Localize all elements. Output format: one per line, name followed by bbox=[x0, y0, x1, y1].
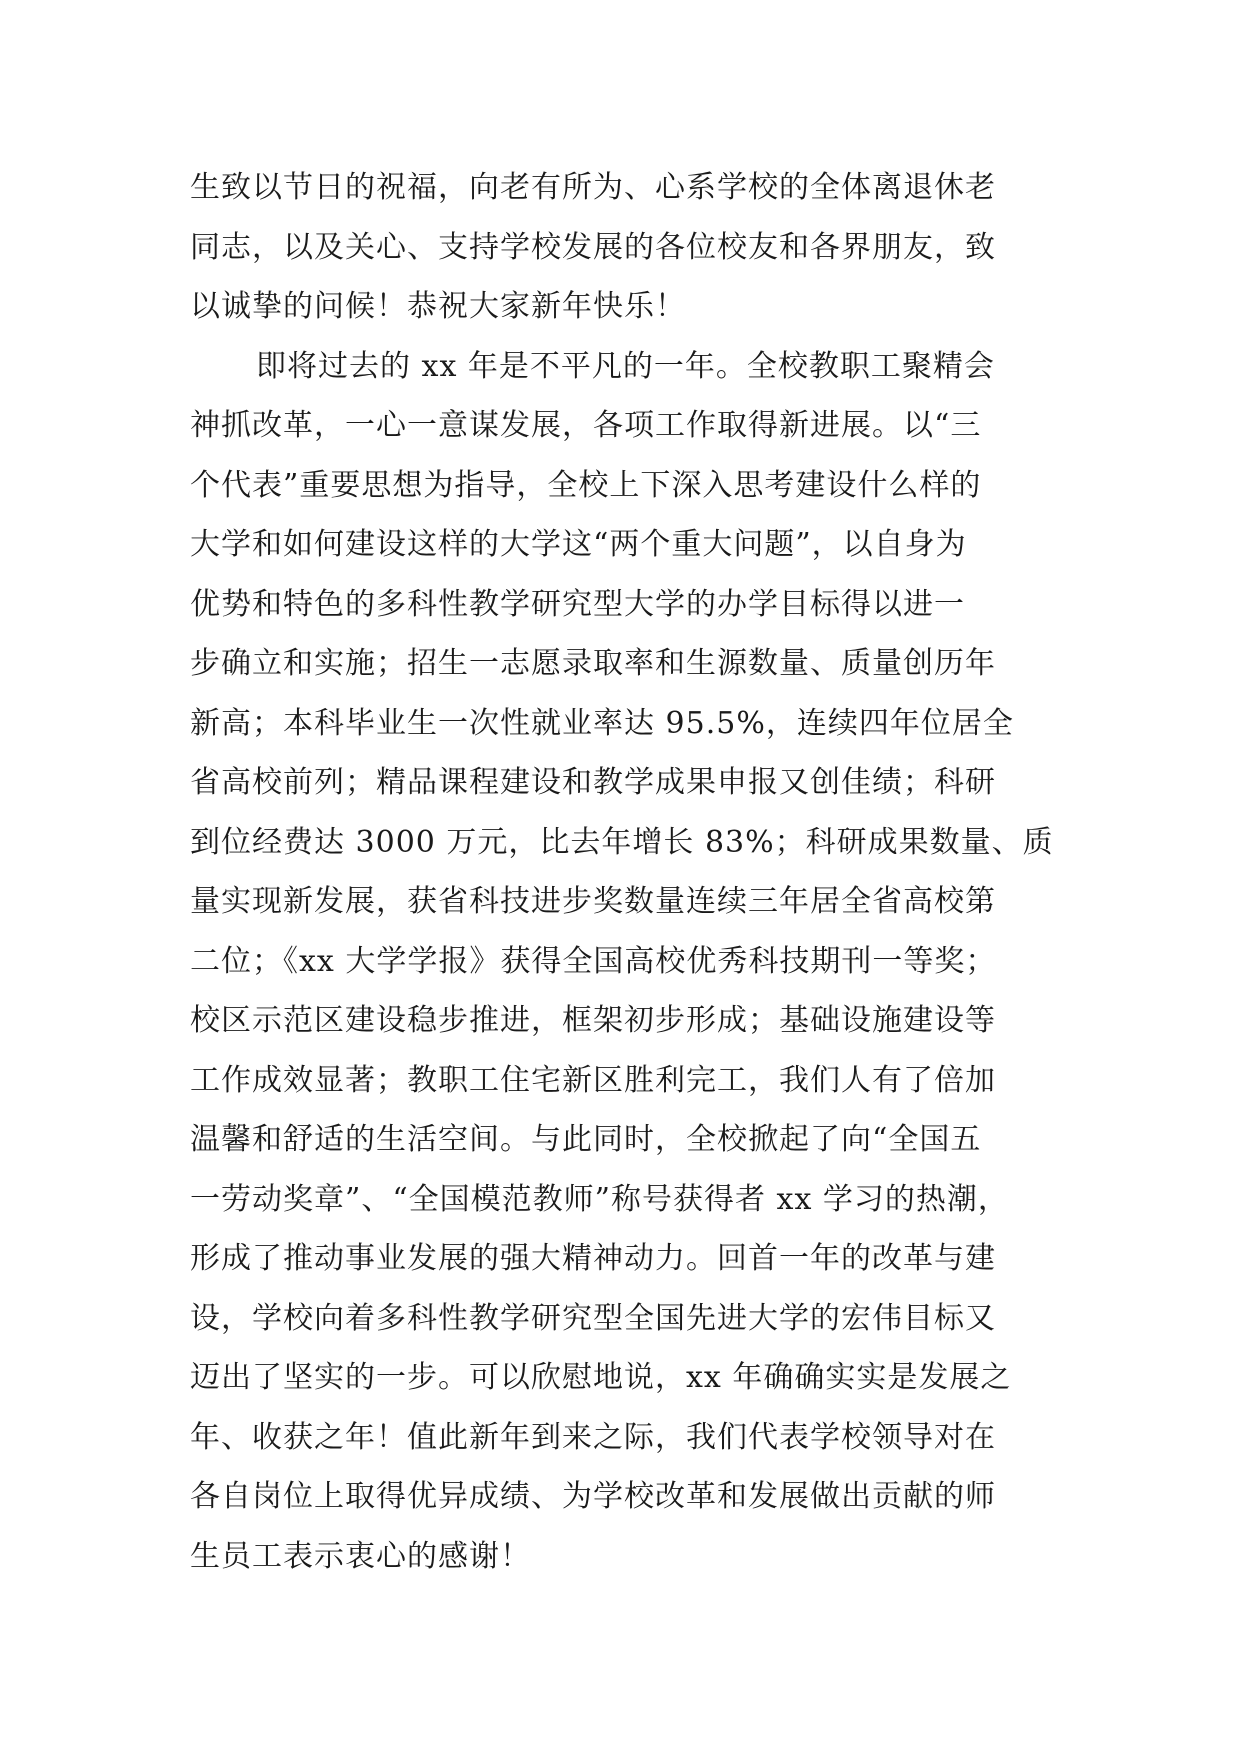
paragraph-2-line-9: 到位经费达 3000 万元，比去年增长 83%；科研成果数量、质 bbox=[190, 824, 1054, 860]
paragraph-2-line-18: 迈出了坚实的一步。可以欣慰地说，xx 年确确实实是发展之 bbox=[190, 1360, 1012, 1395]
paragraph-2-line-21: 生员工表示衷心的感谢！ bbox=[190, 1538, 531, 1574]
paragraph-2-line-10: 量实现新发展，获省科技进步奖数量连续三年居全省高校第 bbox=[190, 884, 996, 919]
paragraph-2-line-16: 形成了推动事业发展的强大精神动力。回首一年的改革与建 bbox=[190, 1241, 996, 1276]
paragraph-2-line-7: 新高；本科毕业生一次性就业率达 95.5%，连续四年位居全 bbox=[190, 705, 1014, 741]
paragraph-2-line-19: 年、收获之年！值此新年到来之际，我们代表学校领导对在 bbox=[190, 1419, 996, 1455]
paragraph-2-line-12: 校区示范区建设稳步推进，框架初步形成；基础设施建设等 bbox=[190, 1003, 996, 1038]
paragraph-1-line-2: 同志，以及关心、支持学校发展的各位校友和各界朋友，致 bbox=[190, 229, 996, 265]
paragraph-2-line-8: 省高校前列；精品课程建设和教学成果申报又创佳绩；科研 bbox=[190, 765, 996, 800]
document-body bbox=[190, 158, 1054, 1586]
paragraph-1-line-3: 以诚挚的问候！恭祝大家新年快乐！ bbox=[190, 289, 686, 324]
paragraph-2-line-11: 二位；《xx 大学学报》获得全国高校优秀科技期刊一等奖； bbox=[190, 943, 997, 979]
paragraph-2-line-6: 步确立和实施；招生一志愿录取率和生源数量、质量创历年 bbox=[190, 646, 996, 681]
paragraph-2-line-5: 优势和特色的多科性教学研究型大学的办学目标得以进一 bbox=[190, 586, 965, 622]
paragraph-2-line-15: 一劳动奖章”、“全国模范教师”称号获得者 xx 学习的热潮， bbox=[190, 1181, 1009, 1217]
paragraph-2-line-20: 各自岗位上取得优异成绩、为学校改革和发展做出贡献的师 bbox=[190, 1479, 996, 1514]
paragraph-2-line-1: 即将过去的 xx 年是不平凡的一年。全校教职工聚精会 bbox=[256, 348, 995, 384]
paragraph-2-line-3: 个代表”重要思想为指导，全校上下深入思考建设什么样的 bbox=[190, 467, 982, 503]
paragraph-2-line-13: 工作成效显著；教职工住宅新区胜利完工，我们人有了倍加 bbox=[190, 1062, 996, 1098]
paragraph-1-line-1: 生致以节日的祝福，向老有所为、心系学校的全体离退休老 bbox=[190, 170, 996, 205]
paragraph-2-line-17: 设，学校向着多科性教学研究型全国先进大学的宏伟目标又 bbox=[190, 1300, 996, 1336]
paragraph-2-line-14: 温馨和舒适的生活空间。与此同时，全校掀起了向“全国五 bbox=[190, 1122, 982, 1157]
paragraph-2-line-4: 大学和如何建设这样的大学这“两个重大问题”，以自身为 bbox=[190, 527, 967, 562]
paragraph-2-line-2: 神抓改革，一心一意谋发展，各项工作取得新进展。以“三 bbox=[190, 408, 982, 443]
